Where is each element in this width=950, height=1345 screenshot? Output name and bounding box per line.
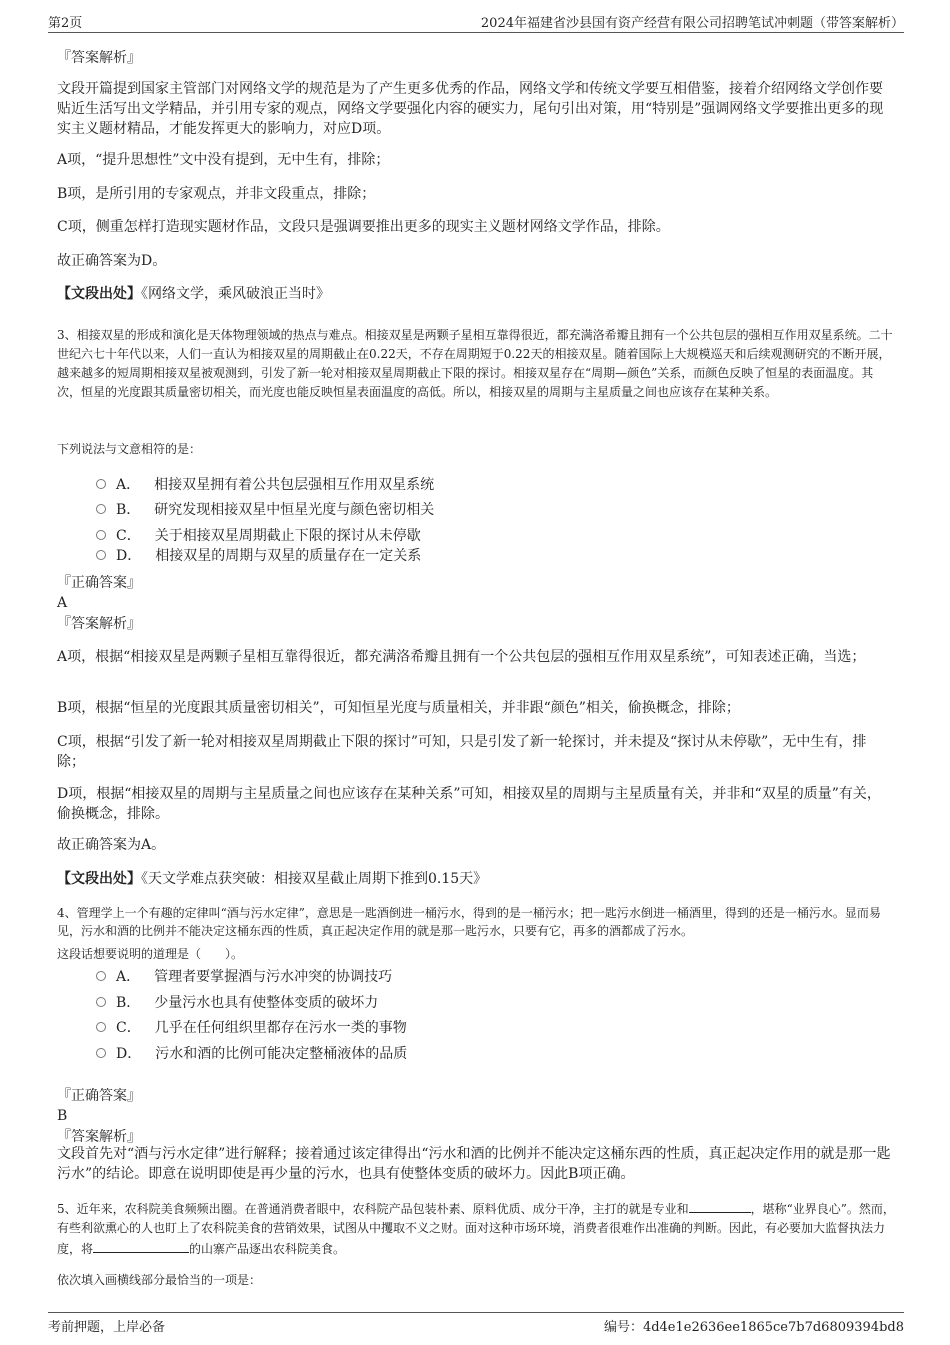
page-footer <box>48 1312 904 1336</box>
q5-passage <box>57 1198 897 1259</box>
q3-passage: 3、相接双星的形成和演化是天体物理领域的热点与难点。相接双星是两颗子星相互靠得很近，都充满洛希瓣且拥有一个公共包层的强相互作用双星系统。二十世纪六七十年代以来，人们一直认为相接双星的周期截止在0.22天，不存在周期短于0.22天的相接双星。随着国际上大规模巡天和后续观测研究的不断开展，越来越多的短周期相接双星被观测到，引发了新一轮对相接双星周期截止下限的探讨。相接双星存在“周期—颜色”关系，而颜色反映了恒星的表面温度。其次，恒星的光度跟其质量密切相关，而光度也能反映恒星表面温度的高低。所以，相接双星的周期与主星质量之间也应该存在某种关系。 <box>57 328 893 399</box>
q3-answer: A <box>57 595 68 611</box>
q3-source-text: 《天文学难点获突破：相接双星截止周期下推到0.15天》 <box>141 871 488 887</box>
q3-option-a-text: 相接双星拥有着公共包层强相互作用双星系统 <box>154 477 435 493</box>
radio-icon[interactable] <box>96 997 106 1007</box>
q5-passage-part1: 5、近年来，农科院美食频频出圈。在普通消费者眼中，农科院产品包装朴素、原料优质、成分干净，主打的就是专业和 <box>57 1202 689 1216</box>
q3-option-c-letter: C． <box>116 528 141 544</box>
q4-option-c[interactable] <box>96 1017 796 1039</box>
q3-option-d-analysis: D项，根据“相接双星的周期与主星质量之间也应该存在某种关系”可知，相接双星的周期与主星质量有关，并非和“双星的质量”有关，偷换概念，排除。 <box>57 786 881 822</box>
q3-source <box>57 869 892 889</box>
q3-option-d-letter: D． <box>116 548 142 564</box>
q4-option-c-letter: C． <box>116 1020 141 1036</box>
q3-option-c[interactable] <box>96 525 796 547</box>
q4-option-b-text: 少量污水也具有使整体变质的破坏力 <box>154 995 379 1011</box>
q2-source-text: 《网络文学，乘风破浪正当时》 <box>141 286 330 302</box>
q3-option-a-letter: A． <box>116 477 141 493</box>
radio-icon[interactable] <box>96 504 106 514</box>
q4-option-b-letter: B． <box>116 995 141 1011</box>
q3-option-c-analysis: C项，根据“引发了新一轮对相接双星周期截止下限的探讨”可知，只是引发了新一轮探讨，并未提及“探讨从未停歇”，无中生有，排除； <box>57 734 867 770</box>
q4-analysis-text: 文段首先对“酒与污水定律”进行解释；接着通过该定律得出“污水和酒的比例并不能决定这桶东西的性质，真正起决定作用的就是那一匙污水”的结论。即意在说明即使是再少量的污水，也具有使整体变质的破坏力。因此B项正确。 <box>57 1146 891 1182</box>
q4-analysis-label: 『答案解析』 <box>57 1129 141 1145</box>
q3-option-b-analysis: B项，根据“恒星的光度跟其质量密切相关”，可知恒星光度与质量相关，并非跟“颜色”相关，偷换概念，排除； <box>57 700 740 716</box>
q4-passage: 4、管理学上一个有趣的定律叫“酒与污水定律”，意思是一匙酒倒进一桶污水，得到的是一桶污水；把一匙污水倒进一桶酒里，得到的还是一桶污水。显而易见，污水和酒的比例并不能决定这桶东西的性质，真正起决定作用的就是那一匙污水，只要有它，再多的酒都成了污水。 <box>57 906 881 938</box>
q2-option-b-analysis: B项，是所引用的专家观点，并非文段重点，排除； <box>57 186 376 202</box>
q5-passage-part3: 的山寨产品逐出农科院美食。 <box>189 1242 346 1256</box>
q3-option-b-letter: B． <box>116 502 141 518</box>
radio-icon[interactable] <box>96 1048 106 1058</box>
q4-option-d[interactable] <box>96 1043 796 1065</box>
q4-option-b[interactable] <box>96 992 796 1014</box>
q3-option-a[interactable] <box>96 474 796 496</box>
q4-option-d-letter: D． <box>116 1046 142 1062</box>
q4-option-d-text: 污水和酒的比例可能决定整桶液体的品质 <box>155 1046 408 1062</box>
q3-analysis-label: 『答案解析』 <box>57 616 141 632</box>
q4-answer-label: 『正确答案』 <box>57 1088 141 1104</box>
q2-option-a-analysis: A项，“提升思想性”文中没有提到，无中生有，排除； <box>57 152 390 168</box>
radio-icon[interactable] <box>96 530 106 540</box>
footer-slogan: 考前押题，上岸必备 <box>48 1320 166 1335</box>
q5-blank-1 <box>689 1198 751 1213</box>
q3-answer-label: 『正确答案』 <box>57 575 141 591</box>
q3-option-a-analysis: A项，根据“相接双星是两颗子星相互靠得很近，都充满洛希瓣且拥有一个公共包层的强相互作用双星系统”，可知表述正确，当选； <box>57 649 866 665</box>
q5-prompt: 依次填入画横线部分最恰当的一项是： <box>57 1273 262 1287</box>
q3-option-d-text: 相接双星的周期与双星的质量存在一定关系 <box>155 548 422 564</box>
radio-icon[interactable] <box>96 550 106 560</box>
radio-icon[interactable] <box>96 479 106 489</box>
document-id: 编号：4d4e1e2636ee1865ce7b7d6809394bd8 <box>603 1320 904 1335</box>
q2-source <box>57 284 892 304</box>
radio-icon[interactable] <box>96 971 106 981</box>
document-title: 2024年福建省沙县国有资产经营有限公司招聘笔试冲刺题（带答案解析） <box>480 16 904 31</box>
q3-source-label: 【文段出处】 <box>57 871 141 887</box>
q4-option-a-text: 管理者要掌握酒与污水冲突的协调技巧 <box>154 969 393 985</box>
q3-conclusion: 故正确答案为A。 <box>57 837 166 853</box>
q3-option-b[interactable] <box>96 499 796 521</box>
q2-source-label: 【文段出处】 <box>57 286 141 302</box>
radio-icon[interactable] <box>96 1022 106 1032</box>
q2-conclusion: 故正确答案为D。 <box>57 253 167 269</box>
q4-answer: B <box>57 1108 68 1124</box>
q3-option-b-text: 研究发现相接双星中恒星光度与颜色密切相关 <box>154 502 435 518</box>
q5-passage-part2: ，堪称“业界良心”。然而，有些利欲熏心的人也盯上了农科院美食的营销效果，试图从中攫取不义之财。面对这种市场环境，消费者很难作出准确的判断。因此，有必要加大监督执法力度，将 <box>57 1202 895 1256</box>
q4-option-c-text: 几乎在任何组织里都存在污水一类的事物 <box>154 1020 407 1036</box>
q4-option-a-letter: A． <box>116 969 141 985</box>
q2-analysis-label: 『答案解析』 <box>57 50 141 66</box>
q3-option-d[interactable] <box>96 545 796 567</box>
page-header <box>48 12 904 33</box>
q3-prompt: 下列说法与文意相符的是： <box>57 442 202 456</box>
q3-option-c-text: 关于相接双星周期截止下限的探讨从未停歇 <box>154 528 421 544</box>
page-number: 第2页 <box>48 16 83 31</box>
q2-option-c-analysis: C项，侧重怎样打造现实题材作品，文段只是强调要推出更多的现实主义题材网络文学作品，排除。 <box>57 219 670 235</box>
q2-analysis-text: 文段开篇提到国家主管部门对网络文学的规范是为了产生更多优秀的作品，网络文学和传统文学要互相借鉴，接着介绍网络文学创作要贴近生活写出文学精品，并引用专家的观点，网络文学要强化内容的硬实力，尾句引出对策，用“特别是”强调网络文学要推出更多的现实主义题材精品，才能发挥更大的影响力，对应D项。 <box>57 81 884 137</box>
q4-prompt: 这段话想要说明的道理是（ ）。 <box>57 947 244 961</box>
q4-option-a[interactable] <box>96 966 796 988</box>
q5-blank-2 <box>93 1238 189 1253</box>
